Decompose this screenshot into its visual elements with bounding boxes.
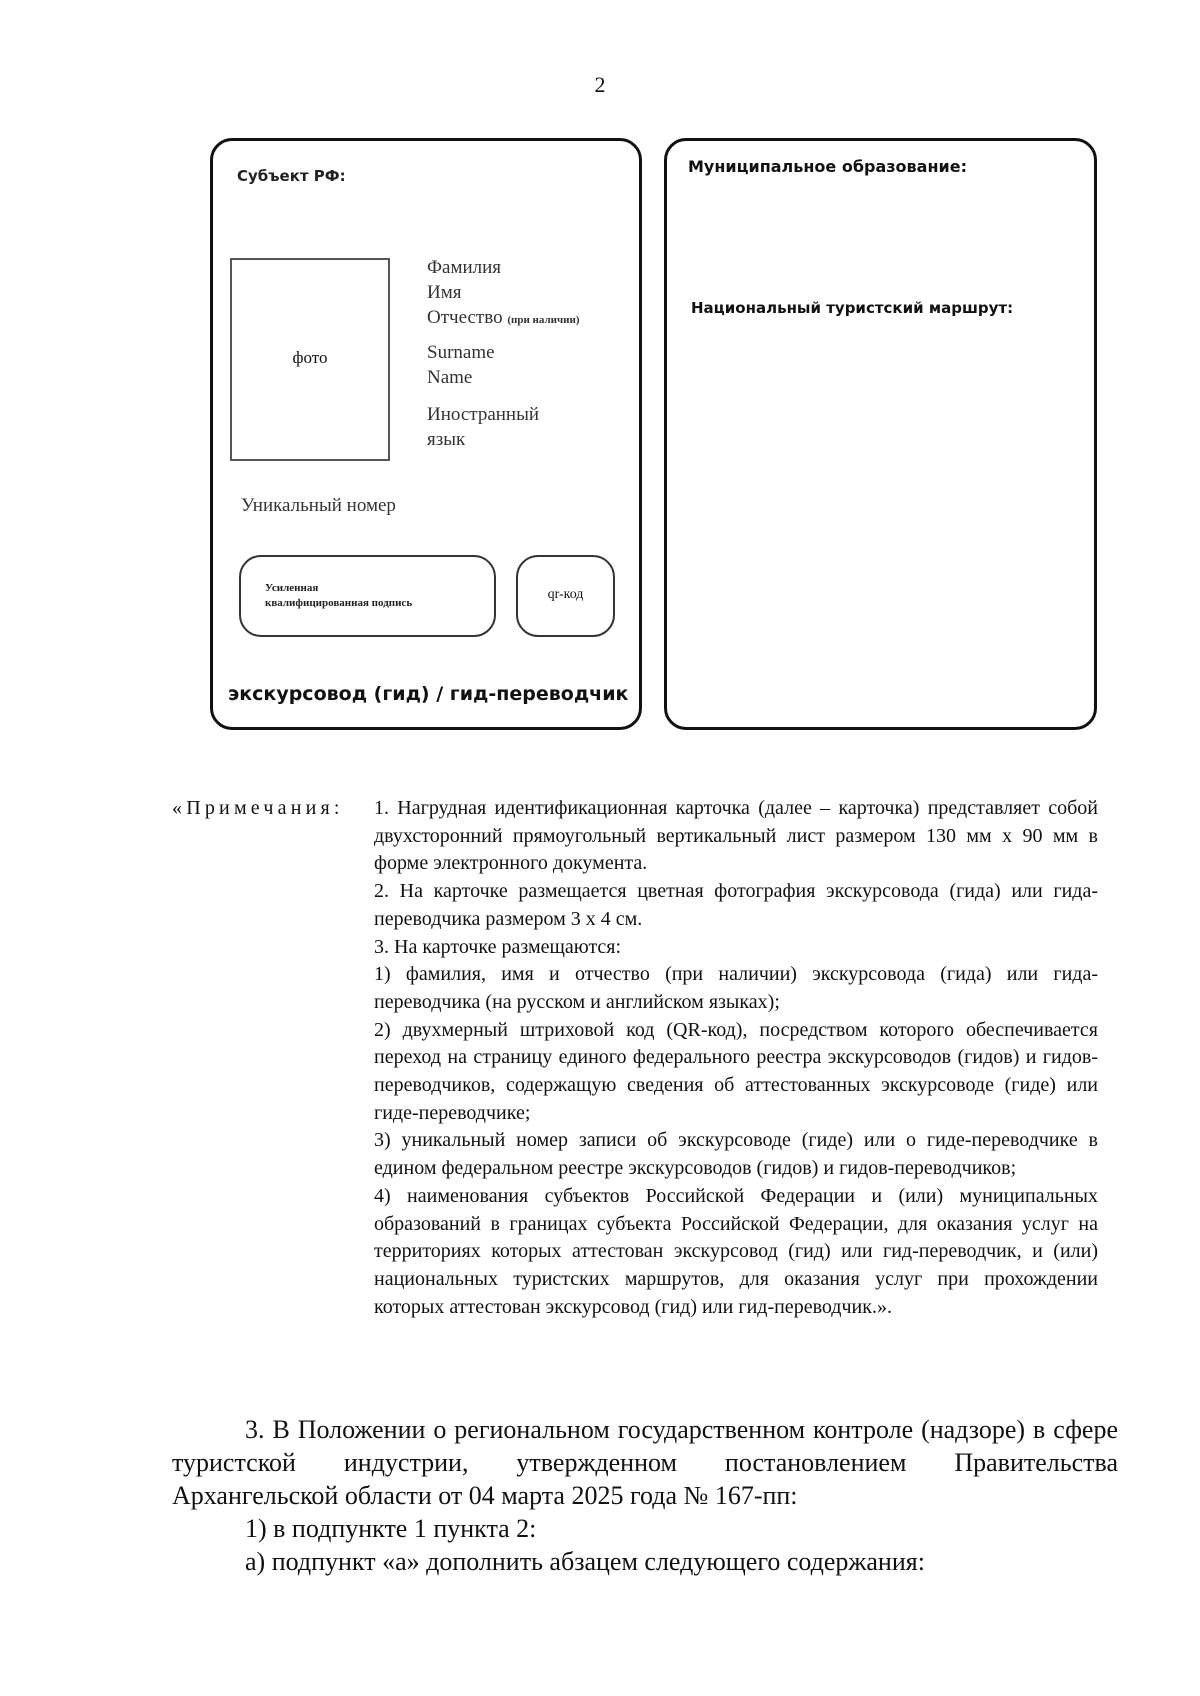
unique-number-label: Уникальный номер xyxy=(241,495,396,516)
photo-label: фото xyxy=(292,348,328,367)
signature-box xyxy=(239,555,496,637)
surname-ru: Фамилия xyxy=(427,257,502,278)
surname-en: Surname xyxy=(427,342,495,363)
patronymic-note: (при наличии) xyxy=(507,314,580,326)
patronymic-ru xyxy=(427,305,580,333)
qr-label: qr-код xyxy=(547,587,584,602)
item-1: 1) в подпункте 1 пункта 2: xyxy=(245,1514,537,1543)
notes-label: «Примечания: xyxy=(172,797,344,819)
photo-placeholder xyxy=(230,258,390,461)
page-number: 2 xyxy=(594,72,606,97)
note-item: 4) наименования субъектов Российской Федерации и (или) муниципальных образований в границах субъекта Российской Федерации, для оказания услуг на территориях которых аттестован экскурсовод (гид) или гид-переводчик, и (или) национальных туристских маршрутов, для оказания услуг при прохождении которых аттестован экскурсовод (гид) или гид-переводчик.». xyxy=(374,1184,1098,1318)
card-back xyxy=(664,138,1097,730)
notes-body xyxy=(374,795,1098,1321)
note-item: 1. Нагрудная идентификационная карточка (далее – карточка) представляет собой двухсторонний прямоугольный вертикальный лист размером 130 мм х 90 мм в форме электронного документа. xyxy=(374,797,1098,875)
note-item: 2. На карточке размещается цветная фотография экскурсовода (гида) или гида-переводчика размером 3 х 4 см. xyxy=(374,880,1098,930)
item-a: а) подпункт «а» дополнить абзацем следующего содержания: xyxy=(245,1547,925,1576)
signature-label xyxy=(265,581,412,611)
note-item: 1) фамилия, имя и отчество (при наличии) экскурсовода (гида) или гида-переводчика (на русском и английском языках); xyxy=(374,963,1098,1013)
signature-line1: Усиленная xyxy=(265,582,319,594)
role-label: экскурсовод (гид) / гид-переводчик xyxy=(228,683,629,705)
language-line2: язык xyxy=(427,429,466,450)
signature-line2: квалифицированная подпись xyxy=(265,597,413,609)
language-line1: Иностранный xyxy=(427,404,540,425)
paragraph-3: 3. В Положении о региональном государственном контроле (надзоре) в сфере туристской индустрии, утвержденном постановлением Правительства Архангельской области от 04 марта 2025 года № 167-пп: xyxy=(172,1415,1118,1510)
patronymic-label: Отчество xyxy=(427,307,503,328)
name-ru: Имя xyxy=(427,282,462,303)
municipal-label: Муниципальное образование: xyxy=(688,157,967,176)
main-text xyxy=(172,1413,1118,1578)
qr-code-box xyxy=(516,555,615,637)
route-label: Национальный туристский маршрут: xyxy=(691,299,1014,317)
name-en: Name xyxy=(427,367,473,388)
note-item: 2) двухмерный штриховой код (QR-код), посредством которого обеспечивается переход на страницу единого федерального реестра экскурсоводов (гидов) и гидов-переводчиков, содержащую сведения об аттестованных экскурсоводе (гиде) или гиде-переводчике; xyxy=(374,1018,1098,1124)
note-item: 3) уникальный номер записи об экскурсоводе (гиде) или о гиде-переводчике в едином федеральном реестре экскурсоводов (гидов) и гидов-переводчиков; xyxy=(374,1129,1098,1180)
subject-label: Субъект РФ: xyxy=(237,167,346,185)
note-item: 3. На карточке размещаются: xyxy=(374,935,622,958)
card-front xyxy=(210,138,642,730)
